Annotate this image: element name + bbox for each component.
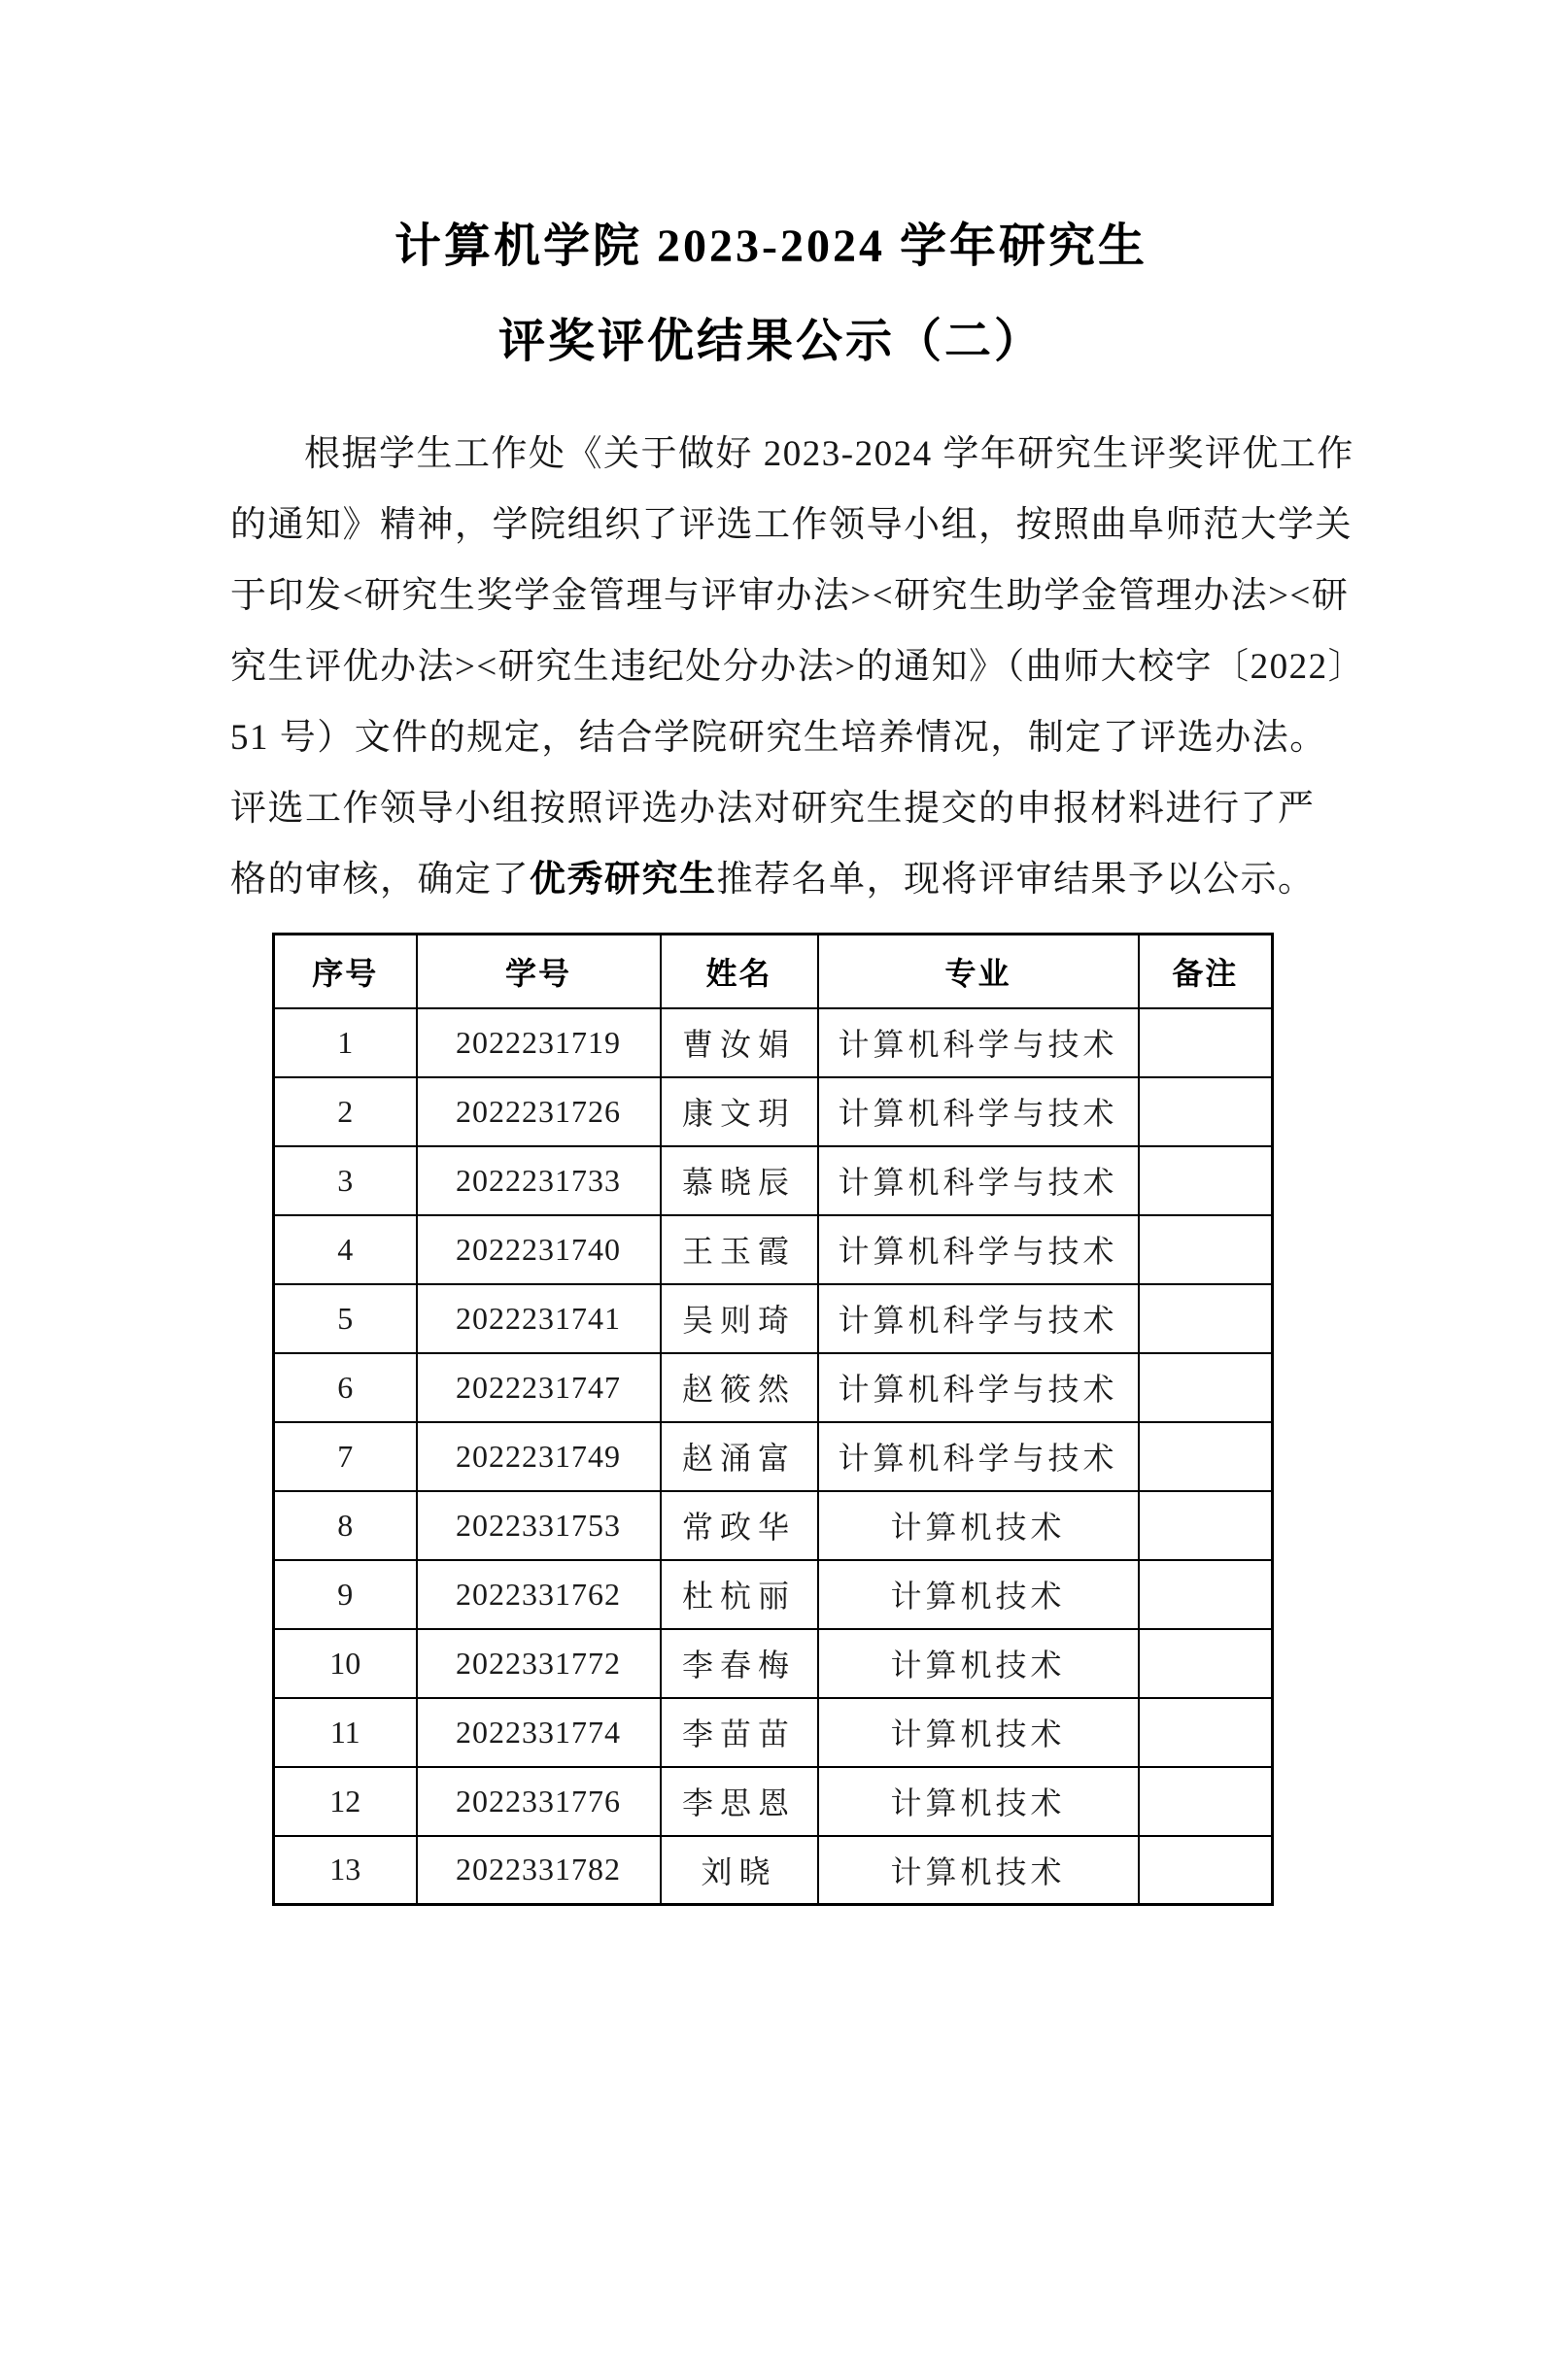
table-cell: 计算机技术 (818, 1836, 1139, 1905)
results-table-container (272, 933, 1542, 1906)
table-cell: 计算机科学与技术 (818, 1422, 1139, 1491)
table-cell: 慕晓辰 (661, 1146, 818, 1215)
table-cell: 7 (274, 1422, 417, 1491)
table-cell: 3 (274, 1146, 417, 1215)
header-cell-name: 姓名 (661, 935, 818, 1008)
table-cell: 曹汝娟 (661, 1008, 818, 1077)
table-cell: 计算机技术 (818, 1560, 1139, 1629)
table-cell: 李思恩 (661, 1767, 818, 1836)
table-cell: 刘晓 (661, 1836, 818, 1905)
table-cell: 计算机科学与技术 (818, 1215, 1139, 1284)
table-cell (1139, 1698, 1273, 1767)
table-cell: 赵涌富 (661, 1422, 818, 1491)
line7-suffix: 推荐名单，现将评审结果予以公示。 (716, 860, 1316, 900)
table-cell: 2022231719 (417, 1008, 661, 1077)
table-cell: 2 (274, 1077, 417, 1146)
table-row (274, 1353, 1273, 1422)
table-cell (1139, 1077, 1273, 1146)
document-title (0, 199, 1542, 390)
paragraph-line: 究生评优办法><研究生违纪处分办法>的通知》（曲师大校字〔2022〕 (230, 647, 1366, 687)
intro-paragraph (230, 419, 1366, 915)
table-cell (1139, 1629, 1273, 1698)
table-cell: 2022231740 (417, 1215, 661, 1284)
table-header-row (274, 935, 1273, 1008)
table-cell (1139, 1146, 1273, 1215)
table-cell: 计算机技术 (818, 1767, 1139, 1836)
table-cell: 2022231747 (417, 1353, 661, 1422)
table-row (274, 1560, 1273, 1629)
table-body (274, 1008, 1273, 1905)
paragraph-line-emphasis (230, 844, 1316, 915)
page-title-line1: 计算机学院 2023-2024 学年研究生 (394, 221, 1148, 272)
table-row (274, 1629, 1273, 1698)
table-row (274, 1491, 1273, 1560)
table-cell (1139, 1836, 1273, 1905)
header-cell-remarks: 备注 (1139, 935, 1273, 1008)
table-cell: 计算机技术 (818, 1698, 1139, 1767)
table-cell: 计算机科学与技术 (818, 1008, 1139, 1077)
table-cell: 杜杭丽 (661, 1560, 818, 1629)
table-row (274, 1215, 1273, 1284)
table-cell: 2022331753 (417, 1491, 661, 1560)
table-cell: 计算机技术 (818, 1491, 1139, 1560)
header-cell-index: 序号 (274, 935, 417, 1008)
table-cell: 2022331776 (417, 1767, 661, 1836)
table-cell (1139, 1284, 1273, 1353)
table-cell: 9 (274, 1560, 417, 1629)
table-row (274, 1077, 1273, 1146)
table-cell: 计算机科学与技术 (818, 1353, 1139, 1422)
table-cell: 李春梅 (661, 1629, 818, 1698)
table-cell: 13 (274, 1836, 417, 1905)
table-cell: 6 (274, 1353, 417, 1422)
line7-bold-term: 优秀研究生 (530, 860, 717, 900)
table-row (274, 1767, 1273, 1836)
paragraph-line: 的通知》精神，学院组织了评选工作领导小组，按照曲阜师范大学关 (230, 505, 1353, 545)
table-row (274, 1698, 1273, 1767)
page-title-line2: 评奖评优结果公示（二） (497, 316, 1044, 367)
table-cell: 康文玥 (661, 1077, 818, 1146)
document-page (0, 199, 1542, 2380)
table-row (274, 1008, 1273, 1077)
table-cell: 赵筱然 (661, 1353, 818, 1422)
table-cell (1139, 1767, 1273, 1836)
table-cell (1139, 1491, 1273, 1560)
header-cell-major: 专业 (818, 935, 1139, 1008)
paragraph-line: 51 号）文件的规定，结合学院研究生培养情况，制定了评选办法。 (230, 718, 1327, 758)
table-cell: 2022331782 (417, 1836, 661, 1905)
paragraph-line: 评选工作领导小组按照评选办法对研究生提交的申报材料进行了严 (230, 789, 1316, 829)
table-cell: 8 (274, 1491, 417, 1560)
table-cell: 吴则琦 (661, 1284, 818, 1353)
table-cell: 10 (274, 1629, 417, 1698)
table-cell (1139, 1422, 1273, 1491)
header-cell-student-id: 学号 (417, 935, 661, 1008)
table-cell (1139, 1008, 1273, 1077)
paragraph-line: 根据学生工作处《关于做好 2023-2024 学年研究生评奖评优工作 (304, 434, 1354, 474)
results-table (272, 933, 1274, 1906)
table-cell: 4 (274, 1215, 417, 1284)
table-cell: 计算机科学与技术 (818, 1077, 1139, 1146)
table-cell: 2022231741 (417, 1284, 661, 1353)
table-cell: 1 (274, 1008, 417, 1077)
table-cell: 李苗苗 (661, 1698, 818, 1767)
table-cell (1139, 1560, 1273, 1629)
table-cell: 5 (274, 1284, 417, 1353)
table-cell: 2022231726 (417, 1077, 661, 1146)
table-row (274, 1422, 1273, 1491)
table-cell: 计算机科学与技术 (818, 1284, 1139, 1353)
table-cell: 王玉霞 (661, 1215, 818, 1284)
table-cell: 12 (274, 1767, 417, 1836)
table-cell: 常政华 (661, 1491, 818, 1560)
table-cell: 2022331774 (417, 1698, 661, 1767)
table-cell: 2022231749 (417, 1422, 661, 1491)
paragraph-line: 于印发<研究生奖学金管理与评审办法><研究生助学金管理办法><研 (230, 576, 1350, 616)
table-cell (1139, 1215, 1273, 1284)
table-cell (1139, 1353, 1273, 1422)
table-row (274, 1836, 1273, 1905)
table-cell: 2022231733 (417, 1146, 661, 1215)
table-row (274, 1284, 1273, 1353)
table-cell: 11 (274, 1698, 417, 1767)
table-cell: 2022331772 (417, 1629, 661, 1698)
table-cell: 计算机技术 (818, 1629, 1139, 1698)
table-cell: 2022331762 (417, 1560, 661, 1629)
line7-prefix: 格的审核，确定了 (230, 860, 530, 900)
table-row (274, 1146, 1273, 1215)
table-cell: 计算机科学与技术 (818, 1146, 1139, 1215)
